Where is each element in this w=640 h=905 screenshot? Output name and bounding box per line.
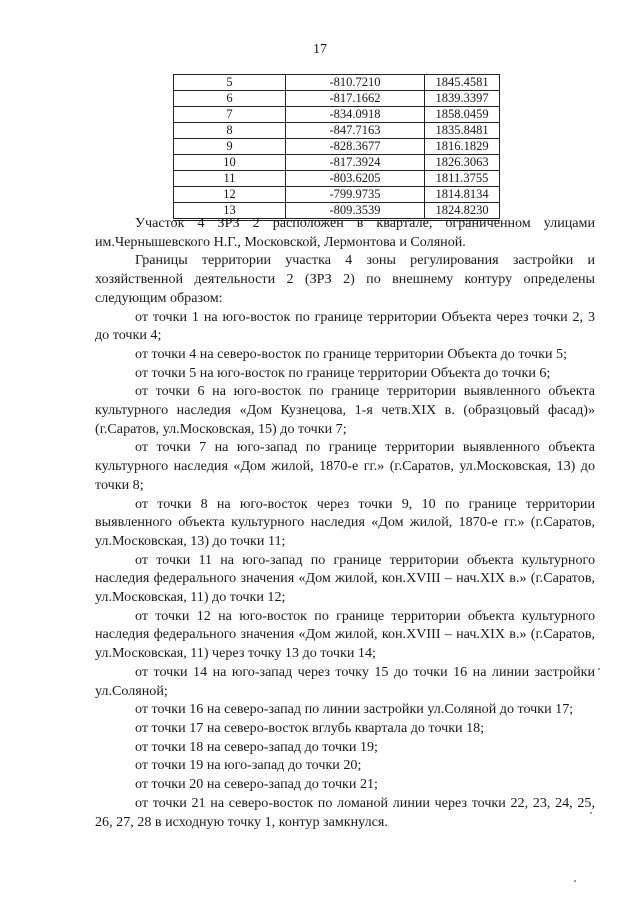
scan-speck	[598, 668, 600, 670]
point-number-cell: 5	[174, 75, 286, 91]
point-number-cell: 10	[174, 155, 286, 171]
table-row	[174, 123, 500, 139]
y-coordinate-cell: 1845.4581	[425, 75, 500, 91]
scan-speck	[590, 812, 592, 814]
paragraph: от точки 7 на юго-запад по границе территории выявленного объекта культурного наследия «Дом жилой, 1870-е гг.» (г.Саратов, ул.Московская, 13) до точки 8;	[95, 439, 595, 493]
paragraph: от точки 18 на северо-запад до точки 19;	[135, 738, 378, 755]
x-coordinate-cell: -817.1662	[286, 91, 425, 107]
y-coordinate-cell: 1811.3755	[425, 171, 500, 187]
paragraph: от точки 17 на северо-восток вглубь квартала до точки 18;	[135, 719, 485, 736]
paragraph: от точки 14 на юго-запад через точку 15 до точки 16 на линии застройки ул.Соляной;	[95, 663, 595, 699]
y-coordinate-cell: 1835.8481	[425, 123, 500, 139]
point-number-cell: 7	[174, 107, 286, 123]
paragraph: Участок 4 ЗРЗ 2 расположен в квартале, ограниченном улицами им.Чернышевского Н.Г., Московской, Лермонтова и Соляной.	[95, 215, 595, 250]
point-number-cell: 11	[174, 171, 286, 187]
y-coordinate-cell: 1826.3063	[425, 155, 500, 171]
y-coordinate-cell: 1816.1829	[425, 139, 500, 155]
x-coordinate-cell: -828.3677	[286, 139, 425, 155]
paragraph: от точки 4 на северо-восток по границе территории Объекта до точки 5;	[135, 345, 567, 362]
paragraph: от точки 6 на юго-восток по границе территории выявленного объекта культурного наследия «Дом Кузнецова, 1-я четв.XIX в. (образцовый фасад)» (г.Саратов, ул.Московская, 15) до точки 7;	[95, 383, 595, 437]
point-number-cell: 13	[174, 203, 286, 220]
paragraph: от точки 1 на юго-восток по границе территории Объекта через точки 2, 3 до точки 4;	[95, 308, 595, 344]
table-row	[174, 107, 500, 123]
point-number-cell: 6	[174, 91, 286, 107]
y-coordinate-cell: 1858.0459	[425, 107, 500, 123]
x-coordinate-cell: -834.0918	[286, 107, 425, 123]
point-number-cell: 8	[174, 123, 286, 139]
paragraph: от точки 8 на юго-восток через точки 9, 10 по границе территории выявленного объекта культурного наследия «Дом жилой, 1870-е гг.» (г.Саратов, ул.Московская, 13) до точки 11;	[95, 495, 595, 549]
paragraph: от точки 20 на северо-запад до точки 21;	[135, 776, 378, 793]
table-row	[174, 91, 500, 107]
paragraph: от точки 21 на северо-восток по ломаной линии через точки 22, 23, 24, 25, 26, 27, 28 в исходную точку 1, контур замкнулся.	[95, 794, 595, 830]
paragraph: от точки 5 на юго-восток по границе территории Объекта до точки 6;	[135, 364, 551, 381]
y-coordinate-cell: 1824.8230	[425, 203, 500, 220]
paragraph: Границы территории участка 4 зоны регулирования застройки и хозяйственной деятельности 2 (ЗРЗ 2) по внешнему контуру определены следующим образом:	[95, 252, 595, 306]
paragraph: от точки 16 на северо-запад по линии застройки ул.Соляной до точки 17;	[135, 701, 574, 718]
y-coordinate-cell: 1814.8134	[425, 187, 500, 203]
x-coordinate-cell: -847.7163	[286, 123, 425, 139]
coordinates-table	[173, 74, 500, 221]
paragraph: от точки 12 на юго-восток по границе территории объекта культурного наследия федерального значения «Дом жилой, кон.XVIII – нач.XIX в.» (г.Саратов, ул.Московская, 11) через точку 13 до точки 14;	[95, 607, 595, 662]
table-row	[174, 187, 500, 203]
y-coordinate-cell: 1839.3397	[425, 91, 500, 107]
x-coordinate-cell: -817.3924	[286, 155, 425, 171]
table-row	[174, 155, 500, 171]
scan-speck	[574, 880, 576, 882]
paragraph: от точки 11 на юго-запад по границе территории объекта культурного наследия федерального значения «Дом жилой, кон.XVIII – нач.XIX в.» (г.Саратов, ул.Московская, 11) до точки 12;	[95, 551, 595, 606]
document-body	[95, 214, 595, 831]
point-number-cell: 9	[174, 139, 286, 155]
table-row	[174, 75, 500, 91]
x-coordinate-cell: -799.9735	[286, 187, 425, 203]
table-row	[174, 139, 500, 155]
x-coordinate-cell: -809.3539	[286, 203, 425, 220]
table-row	[174, 171, 500, 187]
x-coordinate-cell: -810.7210	[286, 75, 425, 91]
page-number: 17	[313, 42, 327, 57]
x-coordinate-cell: -803.6205	[286, 171, 425, 187]
point-number-cell: 12	[174, 187, 286, 203]
paragraph: от точки 19 на юго-запад до точки 20;	[135, 757, 362, 774]
